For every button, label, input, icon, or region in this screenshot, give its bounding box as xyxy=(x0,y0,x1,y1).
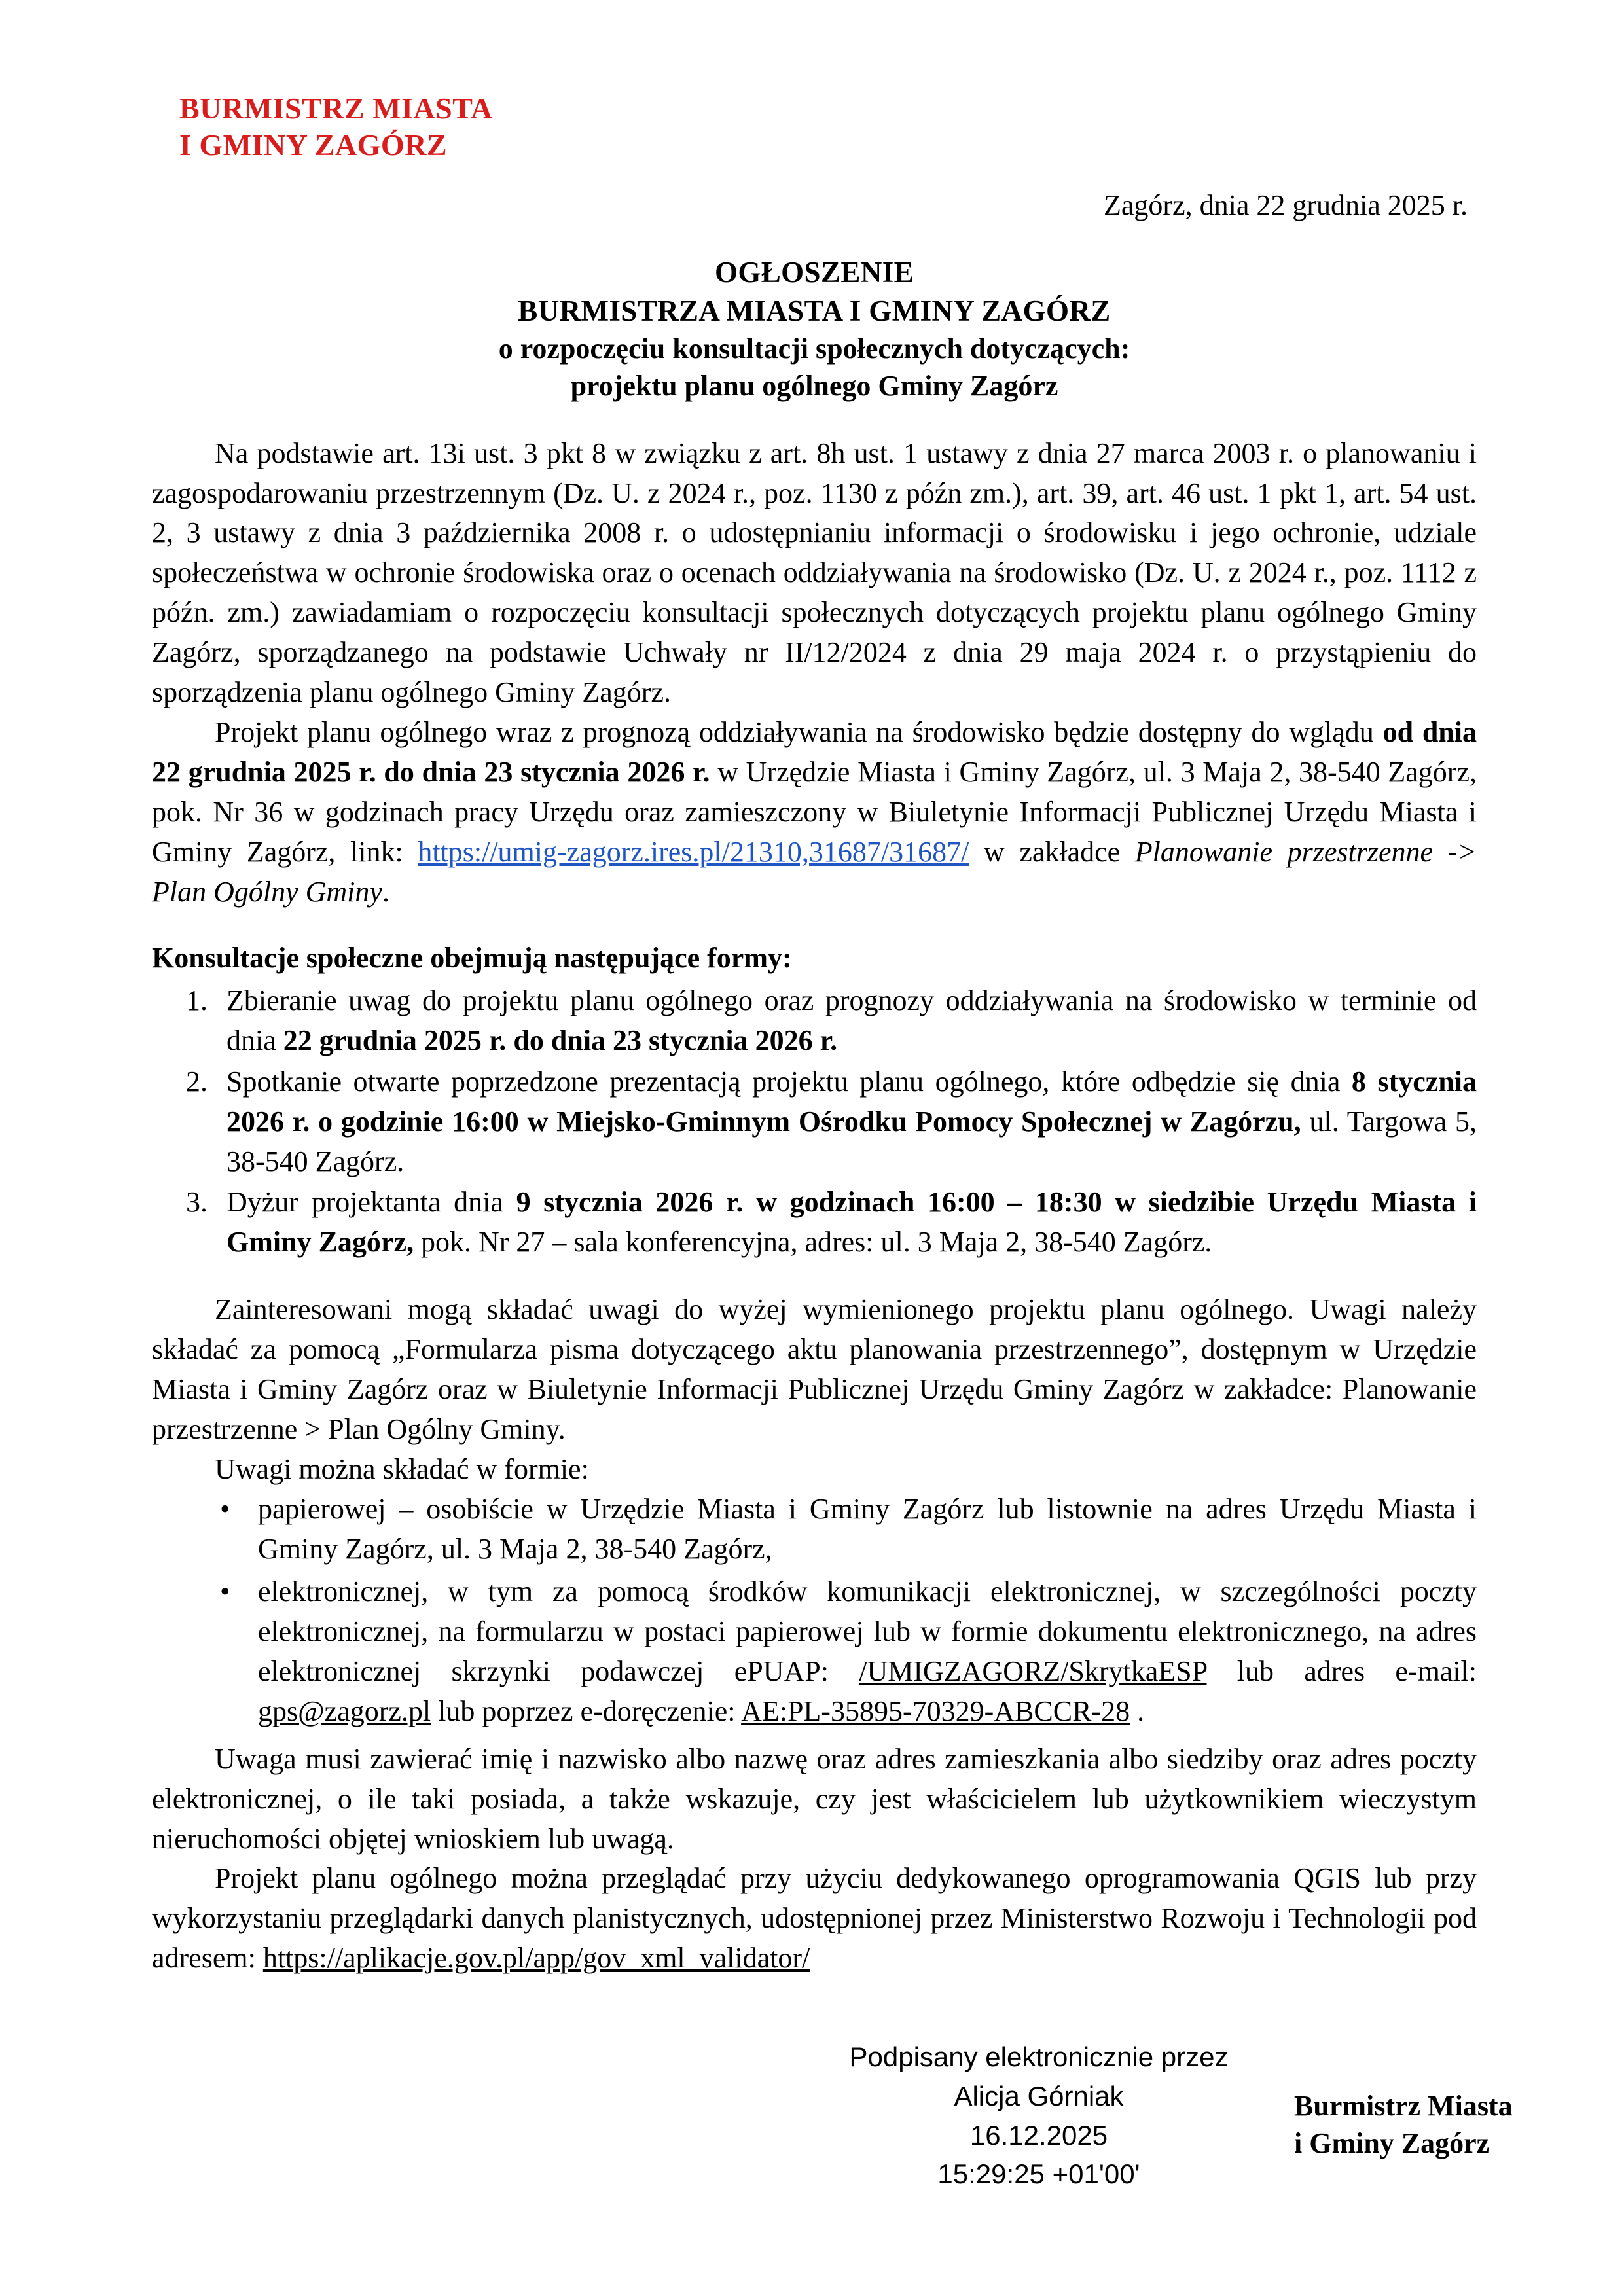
submission-form-item-paper xyxy=(220,1490,1477,1570)
item-1-bold: 22 grudnia 2025 r. do dnia 23 stycznia 2026 r. xyxy=(283,1024,838,1056)
item-2-post: ul. Targowa 5, 38-540 Zagórz. xyxy=(226,1105,1477,1177)
esign-signer-name: Alicja Górniak xyxy=(954,2080,1124,2111)
availability-path-italic: Planowanie przestrzenne -> Plan Ogólny Gminy xyxy=(152,835,1477,908)
consultation-forms-heading: Konsultacje społeczne obejmują następujące formy: xyxy=(152,941,792,974)
paper-form-text: papierowej – osobiście w Urzędzie Miasta i Gminy Zagórz lub listownie na adres Urzędu Miasta i Gminy Zagórz, ul. 3 Maja 2, 38-540 Zagórz, xyxy=(258,1493,1477,1565)
title-line-ogloszenie: OGŁOSZENIE xyxy=(714,256,914,289)
edoreczenie-address-link[interactable]: AE:PL-35895-70329-ABCCR-28 xyxy=(741,1695,1130,1727)
epuap-address-link[interactable]: /UMIGZAGORZ/SkrytkaESP xyxy=(859,1655,1207,1687)
bip-link[interactable]: https://umig-zagorz.ires.pl/21310,31687/31687/ xyxy=(418,835,969,868)
document-body xyxy=(152,434,1477,1979)
consultation-form-item-1 xyxy=(215,981,1477,1061)
item-2-bold: 8 stycznia 2026 r. o godzinie 16:00 w Miejsko-Gminnym Ośrodku Pomocy Społecznej w Zagórzu, xyxy=(226,1065,1477,1138)
title-line-project: projektu planu ogólnego Gminy Zagórz xyxy=(570,370,1058,403)
item-3-post: pok. Nr 27 – sala konferencyjna, adres: ul. 3 Maja 2, 38-540 Zagórz. xyxy=(413,1226,1212,1259)
paragraph-availability xyxy=(152,713,1477,912)
consultation-form-item-2 xyxy=(215,1062,1477,1182)
mayor-title-line-2: i Gminy Zagórz xyxy=(1294,2127,1490,2160)
document-title-block xyxy=(152,253,1477,404)
software-text-pre: Projekt planu ogólnego można przeglądać przy użyciu dedykowanego oprogramowania QGIS lub przy wykorzystaniu przeglądarki danych planistycznych, udostępnionej przez Ministerstwo Rozwoju i Technologii pod adresem: xyxy=(152,1862,1477,1975)
availability-dates: od dnia 22 grudnia 2025 r. do dnia 23 stycznia 2026 r. xyxy=(152,716,1477,789)
esign-time: 15:29:25 +01'00' xyxy=(937,2159,1140,2190)
availability-text-pre: Projekt planu ogólnego wraz z prognozą oddziaływania na środowisko będzie dostępny do wglądu xyxy=(215,716,1383,749)
title-line-burmistrza: BURMISTRZA MIASTA I GMINY ZAGÓRZ xyxy=(518,294,1111,327)
letterhead-line-1: BURMISTRZ MIASTA xyxy=(179,92,493,125)
electronic-form-text-d: . xyxy=(1130,1695,1145,1727)
paragraph-software xyxy=(152,1859,1477,1979)
submission-form-item-electronic xyxy=(220,1572,1477,1732)
item-1-pre: Zbieranie uwag do projektu planu ogólnego oraz prognozy oddziaływania na środowisko w terminie od dnia xyxy=(226,984,1477,1056)
electronic-form-text-c: lub poprzez e-doręczenie: xyxy=(431,1695,742,1727)
mayor-signature-block xyxy=(1294,2087,1513,2162)
xml-validator-link[interactable]: https://aplikacje.gov.pl/app/gov_xml_validator/ xyxy=(262,1942,810,1975)
esign-line-1: Podpisany elektronicznie przez xyxy=(849,2041,1229,2073)
consultation-forms-list xyxy=(152,981,1477,1263)
letterhead xyxy=(179,90,1477,164)
title-line-subject: o rozpoczęciu konsultacji społecznych dotyczących: xyxy=(498,332,1130,365)
availability-text-post: w zakładce xyxy=(969,835,1135,868)
mayor-title-line-1: Burmistrz Miasta xyxy=(1294,2090,1513,2123)
consultation-form-item-3 xyxy=(215,1183,1477,1263)
paragraph-requirements: Uwaga musi zawierać imię i nazwisko albo nazwę oraz adres zamieszkania albo siedziby oraz adres poczty elektronicznej, o ile taki posiada, a także wskazuje, czy jest właścicielem lub użytkownikiem wieczystym nieruchomości objętej wnioskiem lub uwagą. xyxy=(152,1742,1477,1855)
electronic-form-text-b: lub adres e-mail: xyxy=(1206,1655,1477,1687)
paragraph-submission-intro: Zainteresowani mogą składać uwagi do wyżej wymienionego projektu planu ogólnego. Uwagi należy składać za pomocą „Formularza pisma dotyczącego aktu planowania przestrzennego”, dostępnym w Urzędzie Miasta i Gminy Zagórz oraz w Biuletynie Informacji Publicznej Urzędu Gminy Zagórz w zakładce: Planowanie przestrzenne > Plan Ogólny Gminy. xyxy=(152,1293,1477,1446)
date-line: Zagórz, dnia 22 grudnia 2025 r. xyxy=(1104,189,1468,222)
availability-text-end: . xyxy=(382,875,389,908)
item-3-pre: Dyżur projektanta dnia xyxy=(226,1186,516,1219)
bullet-icon: • xyxy=(220,1493,230,1526)
electronic-signature-stamp xyxy=(826,2037,1252,2194)
paragraph-forms-lead: Uwagi można składać w formie: xyxy=(215,1453,589,1486)
bullet-icon: • xyxy=(220,1575,230,1607)
paragraph-legal-basis: Na podstawie art. 13i ust. 3 pkt 8 w związku z art. 8h ust. 1 ustawy z dnia 27 marca 2003 r. o planowaniu i zagospodarowaniu przestrzennym (Dz. U. z 2024 r., poz. 1130 z późn zm.), art. 39, art. 46 ust. 1 pkt 1, art. 54 ust. 2, 3 ustawy z dnia 3 października 2008 r. o udostępnianiu informacji o środowisku i jego ochronie, udziale społeczeństwa w ochronie środowiska oraz o ocenach oddziaływania na środowisko (Dz. U. z 2024 r., poz. 1112 z późn. zm.) zawiadamiam o rozpoczęciu konsultacji społecznych dotyczących projektu planu ogólnego Gminy Zagórz, sporządzanego na podstawie Uchwały nr II/12/2024 z dnia 29 maja 2024 r. o przystąpieniu do sporządzenia planu ogólnego Gminy Zagórz. xyxy=(152,437,1477,709)
letterhead-line-2: I GMINY ZAGÓRZ xyxy=(179,128,448,162)
esign-date: 16.12.2025 xyxy=(969,2119,1108,2151)
email-address-link[interactable]: gps@zagorz.pl xyxy=(258,1695,431,1727)
submission-forms-list xyxy=(152,1490,1477,1732)
availability-text-mid: w Urzędzie Miasta i Gminy Zagórz, ul. 3 Maja 2, 38-540 Zagórz, pok. Nr 36 w godzinach pracy Urzędu oraz zamieszczony w Biuletynie Informacji Publicznej Urzędu Miasta i Gminy Zagórz, link: xyxy=(152,756,1477,868)
item-3-bold: 9 stycznia 2026 r. w godzinach 16:00 – 18:30 w siedzibie Urzędu Miasta i Gminy Zagórz, xyxy=(226,1186,1477,1259)
electronic-form-text-a: elektronicznej, w tym za pomocą środków komunikacji elektronicznej, w szczególności poczty elektronicznej, na formularzu w postaci papierowej lub w formie dokumentu elektronicznego, na adres elektronicznej skrzynki podawczej ePUAP: xyxy=(258,1575,1477,1687)
signature-area xyxy=(152,2037,1513,2253)
item-2-pre: Spotkanie otwarte poprzedzone prezentacją projektu planu ogólnego, które odbędzie się dnia xyxy=(226,1065,1352,1098)
